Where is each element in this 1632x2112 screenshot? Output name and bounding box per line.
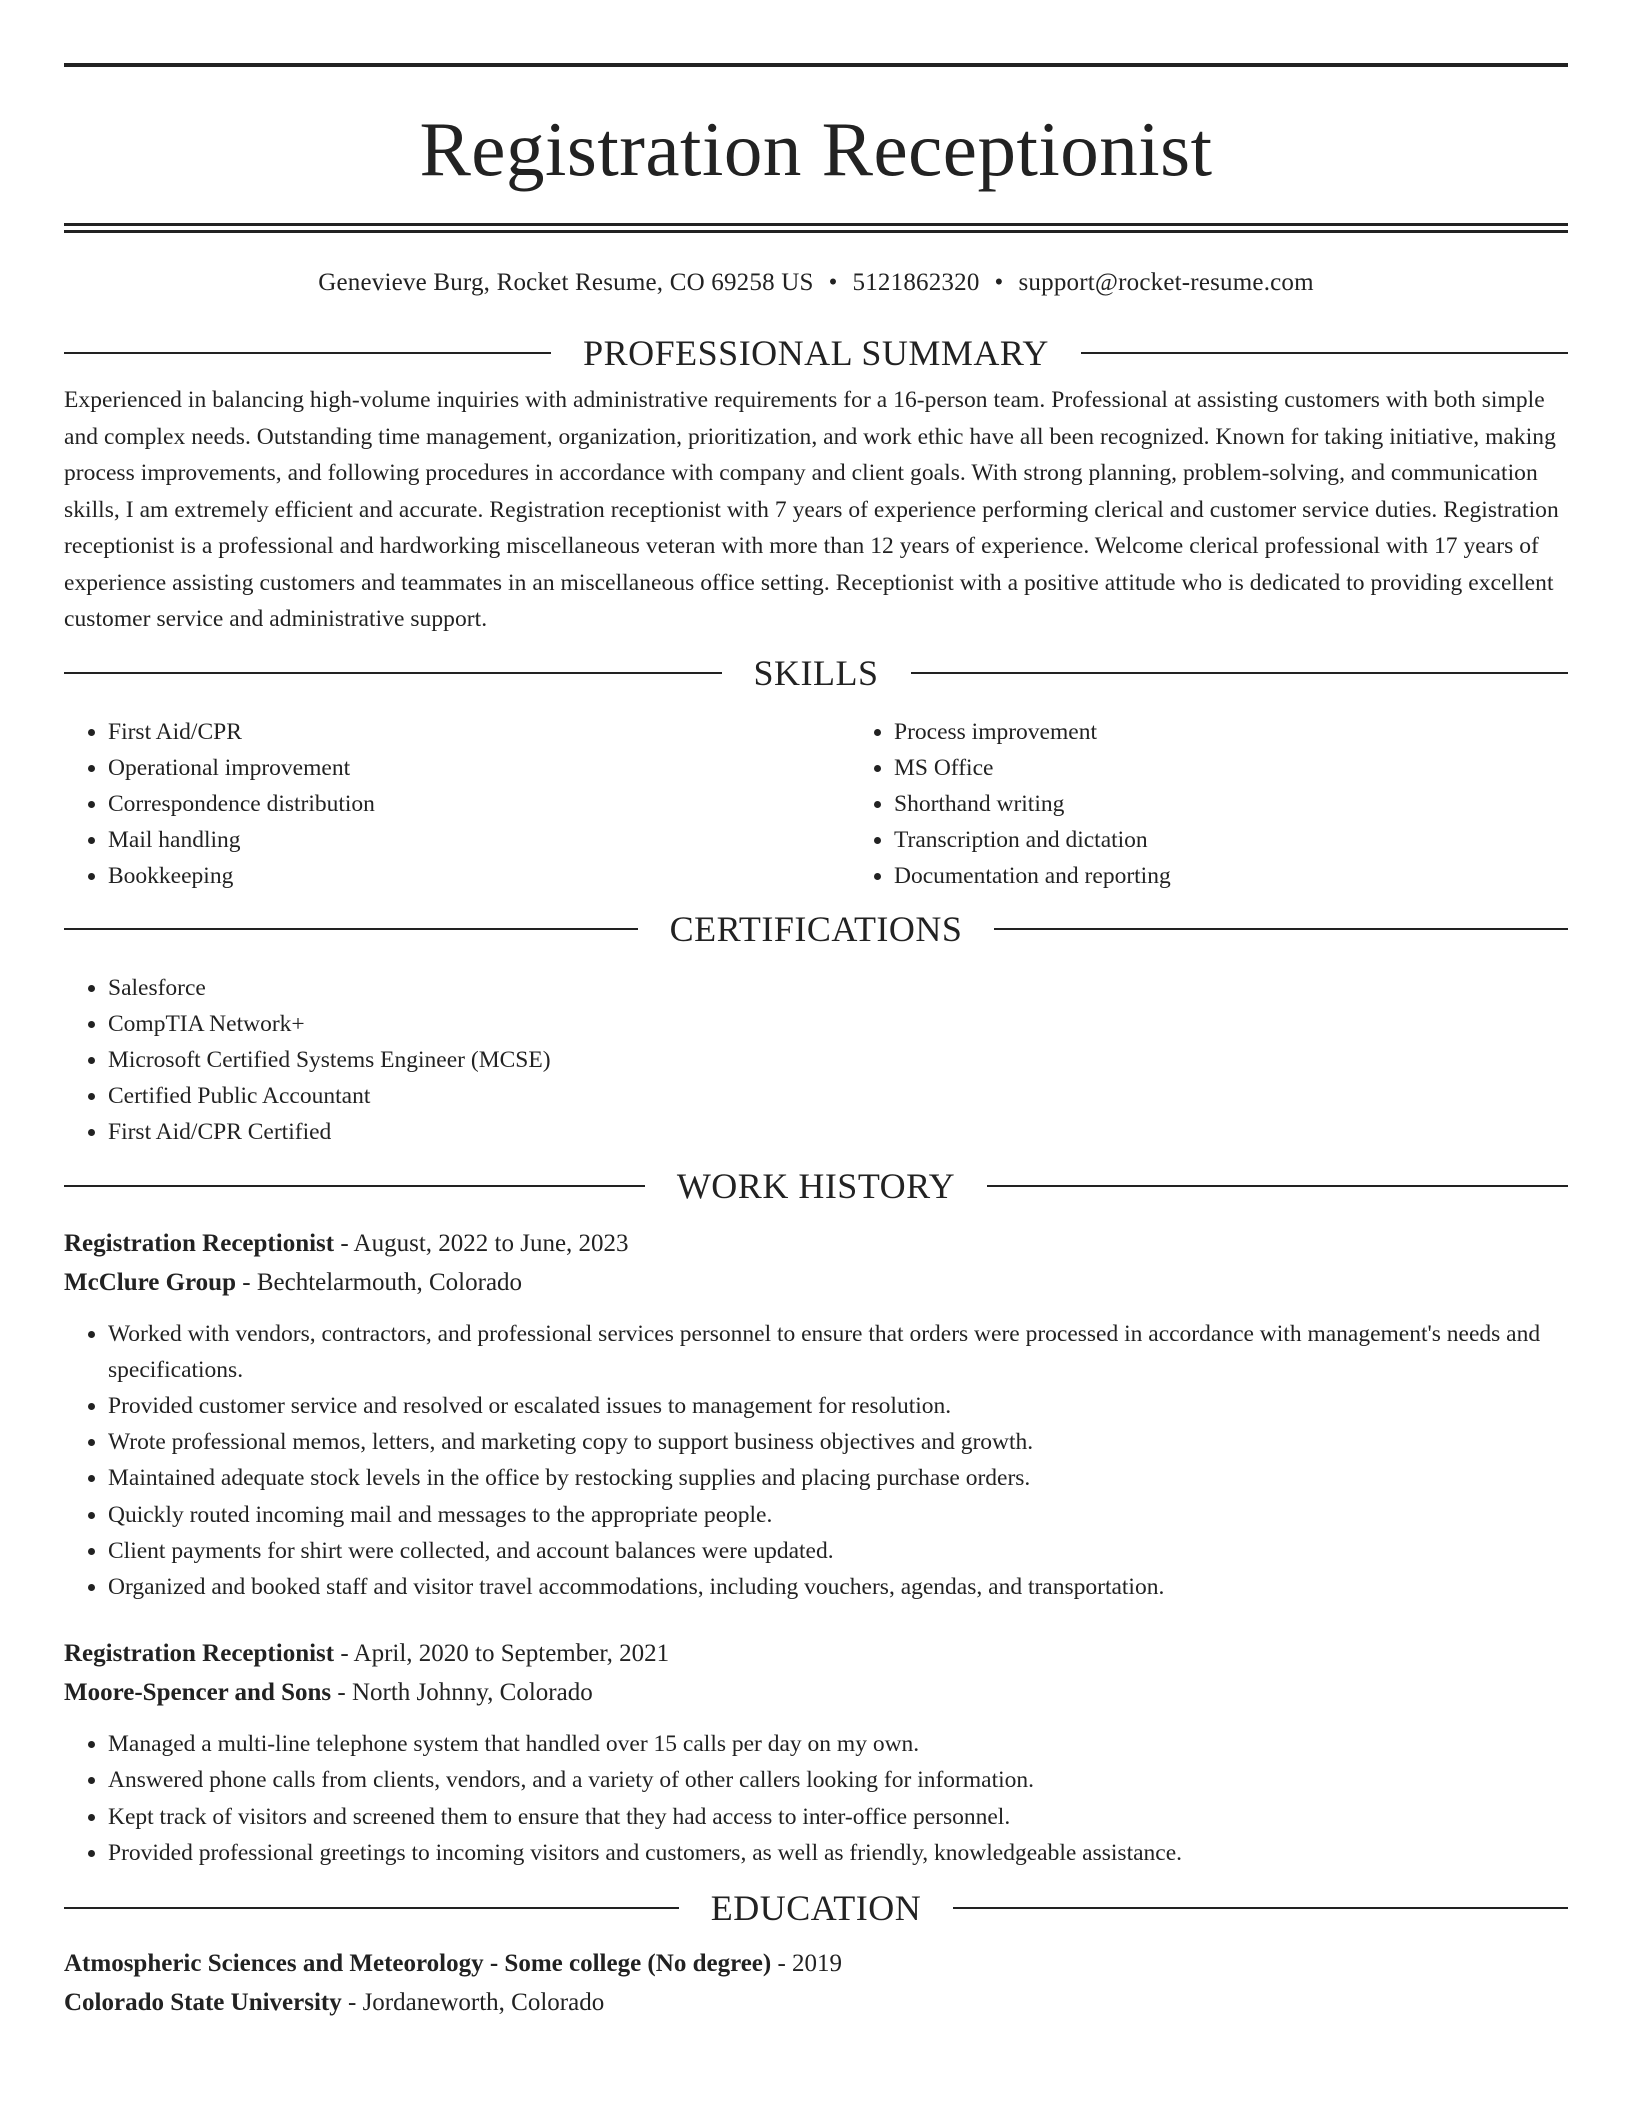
- job-title: Registration Receptionist: [64, 1640, 335, 1668]
- certifications-list: [64, 970, 1568, 1151]
- skills-section-header: [64, 652, 1568, 694]
- section-rule: [994, 928, 1568, 930]
- job-title: Registration Receptionist: [64, 1229, 335, 1257]
- job-title-line: [64, 1634, 1568, 1673]
- job-title-line: [64, 1224, 1568, 1263]
- work-section-header: [64, 1165, 1568, 1207]
- job-location: - North Johnny, Colorado: [331, 1679, 593, 1707]
- section-rule: [953, 1907, 1568, 1909]
- skill-item: • First Aid/CPR: [108, 714, 850, 750]
- job-bullet: • Worked with vendors, contractors, and professional services personnel to ensure that orders were processed in accordance with management's needs and specifications.: [108, 1316, 1568, 1388]
- section-rule: [911, 672, 1569, 674]
- contact-separator: •: [994, 269, 1004, 296]
- job-company: Moore-Spencer and Sons: [64, 1679, 332, 1707]
- job-company-line: [64, 1263, 1568, 1302]
- skills-heading: SKILLS: [753, 652, 879, 693]
- education-school: Colorado State University: [64, 1988, 342, 2016]
- contact-line: [64, 268, 1568, 298]
- skill-item: • Shorthand writing: [894, 786, 1568, 822]
- contact-email[interactable]: support@rocket-resume.com: [1018, 269, 1314, 296]
- job-bullet: • Wrote professional memos, letters, and marketing copy to support business objectives and growth.: [108, 1424, 1568, 1460]
- contact-phone[interactable]: 5121862320: [852, 269, 980, 296]
- resume-title: Registration Receptionist: [419, 106, 1213, 192]
- job-bullet: • Managed a multi-line telephone system that handled over 15 calls per day on my own.: [108, 1726, 1568, 1762]
- skill-item: • MS Office: [894, 750, 1568, 786]
- job-entry: [64, 1224, 1568, 1606]
- education-year: - 2019: [771, 1949, 843, 1977]
- job-bullet: • Maintained adequate stock levels in the office by restocking supplies and placing purchase orders.: [108, 1460, 1568, 1496]
- certification-item: • Salesforce: [108, 970, 1568, 1006]
- skill-item: • Documentation and reporting: [894, 858, 1568, 894]
- work-heading: WORK HISTORY: [676, 1165, 956, 1206]
- job-location: - Bechtelarmouth, Colorado: [236, 1268, 523, 1296]
- section-rule: [64, 672, 722, 674]
- education-entry: [64, 1944, 1568, 2022]
- job-company: McClure Group: [64, 1268, 236, 1296]
- skill-item: • Process improvement: [894, 714, 1568, 750]
- education-degree-line: [64, 1944, 1568, 1983]
- summary-text: Experienced in balancing high-volume inquiries with administrative requirements for a 16-person team. Professional at assisting customers with both simple and complex needs. Outstanding time management, organization, prioritization, and work ethic have all been recognized. Known for taking initiative, making process improvements, and following procedures in accordance with company and client goals. With strong planning, problem-solving, and communication skills, I am extremely efficient and accurate. Registration receptionist with 7 years of experience performing clerical and customer service duties. Registration receptionist is a professional and hardworking miscellaneous veteran with more than 12 years of experience. Welcome clerical professional with 17 years of experience assisting customers and teammates in an miscellaneous office setting. Receptionist with a positive attitude who is dedicated to providing excellent customer service and administrative support.: [64, 387, 1559, 632]
- certification-item: • Certified Public Accountant: [108, 1078, 1568, 1114]
- skill-item: • Operational improvement: [108, 750, 850, 786]
- education-degree: Atmospheric Sciences and Meteorology - Some college (No degree): [64, 1949, 772, 1977]
- job-dates: - April, 2020 to September, 2021: [334, 1640, 670, 1668]
- skill-item: • Transcription and dictation: [894, 822, 1568, 858]
- summary-section-header: [64, 332, 1568, 374]
- job-bullets: [64, 1726, 1568, 1871]
- certifications-heading: CERTIFICATIONS: [669, 908, 963, 949]
- job-bullet: • Quickly routed incoming mail and messages to the appropriate people.: [108, 1497, 1568, 1533]
- job-bullet: • Kept track of visitors and screened them to ensure that they had access to inter-office personnel.: [108, 1799, 1568, 1835]
- job-bullet: • Client payments for shirt were collected, and account balances were updated.: [108, 1533, 1568, 1569]
- summary-heading: PROFESSIONAL SUMMARY: [583, 333, 1049, 373]
- job-bullet: • Answered phone calls from clients, vendors, and a variety of other callers looking for information.: [108, 1762, 1568, 1798]
- skill-item: • Bookkeeping: [108, 858, 850, 894]
- certification-item: • First Aid/CPR Certified: [108, 1114, 1568, 1150]
- skill-item: • Correspondence distribution: [108, 786, 850, 822]
- job-bullet: • Provided customer service and resolved or escalated issues to management for resolution.: [108, 1388, 1568, 1424]
- section-rule: [64, 1185, 645, 1187]
- job-bullet: • Organized and booked staff and visitor travel accommodations, including vouchers, agendas, and transportation.: [108, 1569, 1568, 1605]
- education-heading: EDUCATION: [710, 1887, 922, 1928]
- job-dates: - August, 2022 to June, 2023: [334, 1229, 629, 1257]
- section-rule: [64, 1907, 679, 1909]
- skill-item: • Mail handling: [108, 822, 850, 858]
- section-rule: [1081, 352, 1568, 354]
- certification-item: • Microsoft Certified Systems Engineer (MCSE): [108, 1042, 1568, 1078]
- education-location: - Jordaneworth, Colorado: [341, 1988, 605, 2016]
- job-bullet: • Provided professional greetings to incoming visitors and customers, as well as friendly, knowledgeable assistance.: [108, 1835, 1568, 1871]
- certification-item: • CompTIA Network+: [108, 1006, 1568, 1042]
- title-double-rule: [64, 223, 1568, 233]
- certifications-section-header: [64, 908, 1568, 950]
- skills-columns: [64, 714, 1568, 895]
- contact-address: Genevieve Burg, Rocket Resume, CO 69258 US: [318, 269, 814, 296]
- section-rule: [64, 352, 551, 354]
- contact-separator: •: [828, 269, 838, 296]
- education-section-header: [64, 1887, 1568, 1929]
- job-entry: [64, 1634, 1568, 1871]
- job-bullets: [64, 1316, 1568, 1606]
- education-school-line: [64, 1983, 1568, 2022]
- skills-list-left: [64, 714, 850, 895]
- job-company-line: [64, 1673, 1568, 1712]
- top-rule: [64, 63, 1568, 67]
- section-rule: [64, 928, 638, 930]
- section-rule: [987, 1185, 1568, 1187]
- skills-list-right: [850, 714, 1568, 895]
